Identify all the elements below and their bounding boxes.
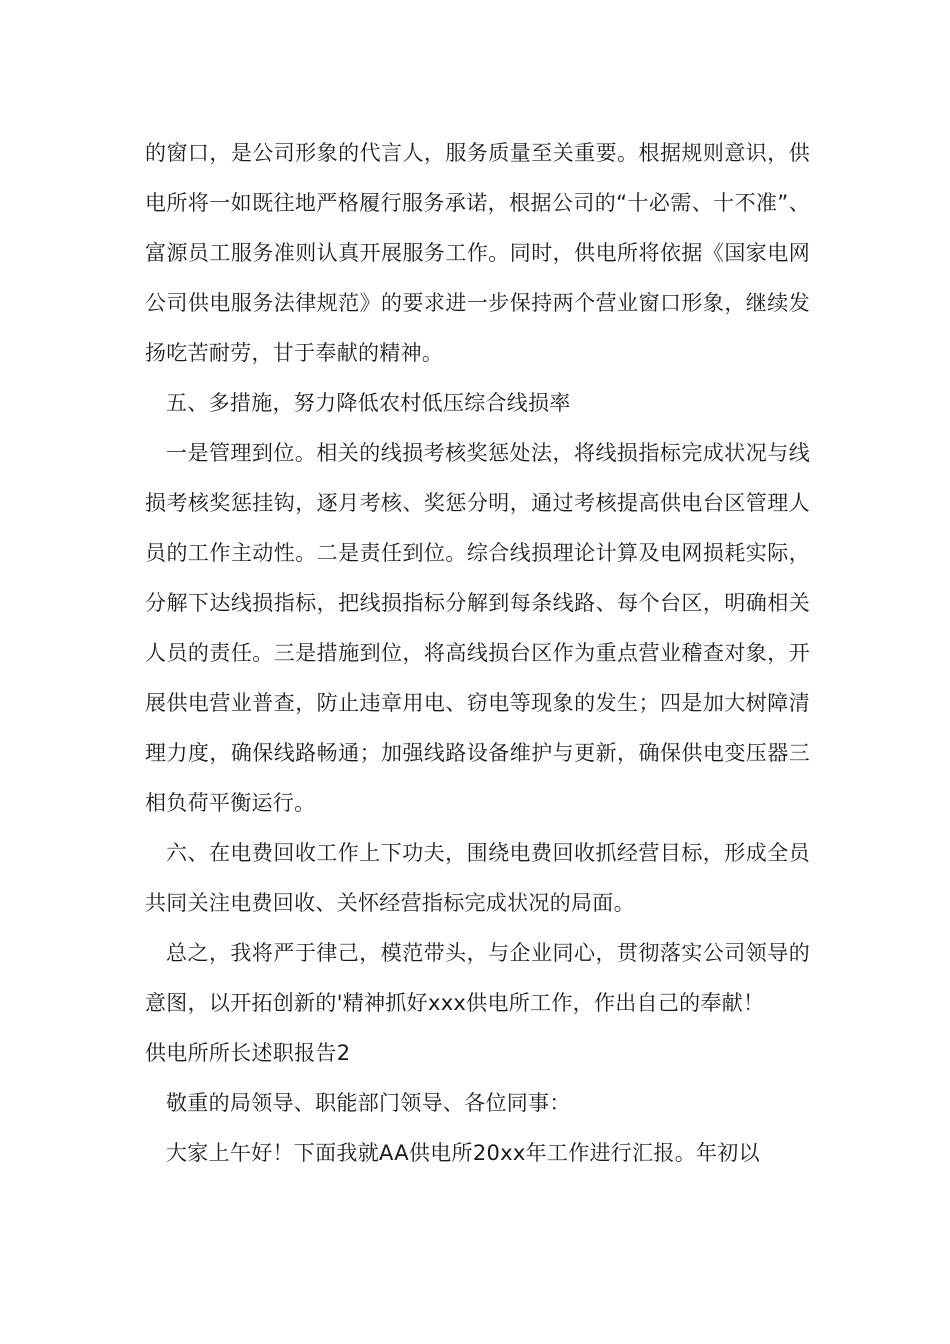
section-heading-five: 五、多措施，努力降低农村低压综合线损率 xyxy=(166,391,571,415)
paragraph-opening: 大家上午好！下面我就AA供电所20xx年工作进行汇报。年初以 xyxy=(166,1141,760,1165)
salutation: 敬重的局领导、职能部门领导、各位同事： xyxy=(166,1091,571,1115)
section-heading-six: 六、在电费回收工作上下功夫，围绕电费回收抓经营目标，形成全员共同关注电费回收、关怀经营指标完成状况的局面。 xyxy=(145,841,810,915)
paragraph-line-loss-measures: 一是管理到位。相关的线损考核奖惩处法，将线损指标完成状况与线损考核奖惩挂钩，逐月考核、奖惩分明，通过考核提高供电台区管理人员的工作主动性。二是责任到位。综合线损理论计算及电网损耗实际，分解下达线损指标，把线损指标分解到每条线路、每个台区，明确相关人员的责任。三是措施到位，将高线损台区作为重点营业稽查对象，开展供电营业普查，防止违章用电、窃电等现象的发生；四是加大树障清理力度，确保线路畅通；加强线路设备维护与更新，确保供电变压器三相负荷平衡运行。 xyxy=(145,441,810,815)
document-body xyxy=(145,128,810,1178)
paragraph-conclusion: 总之，我将严于律己，模范带头，与企业同心，贯彻落实公司领导的意图，以开拓创新的'精神抓好xxx供电所工作，作出自己的奉献！ xyxy=(145,941,810,1015)
paragraph-service-window: 的窗口，是公司形象的代言人，服务质量至关重要。根据规则意识，供电所将一如既往地严格履行服务承诺，根据公司的“十必需、十不准”、富源员工服务准则认真开展服务工作。同时，供电所将依据《国家电网公司供电服务法律规范》的要求进一步保持两个营业窗口形象，继续发扬吃苦耐劳，甘于奉献的精神。 xyxy=(145,141,810,365)
report-title-2: 供电所所长述职报告2 xyxy=(145,1041,351,1065)
